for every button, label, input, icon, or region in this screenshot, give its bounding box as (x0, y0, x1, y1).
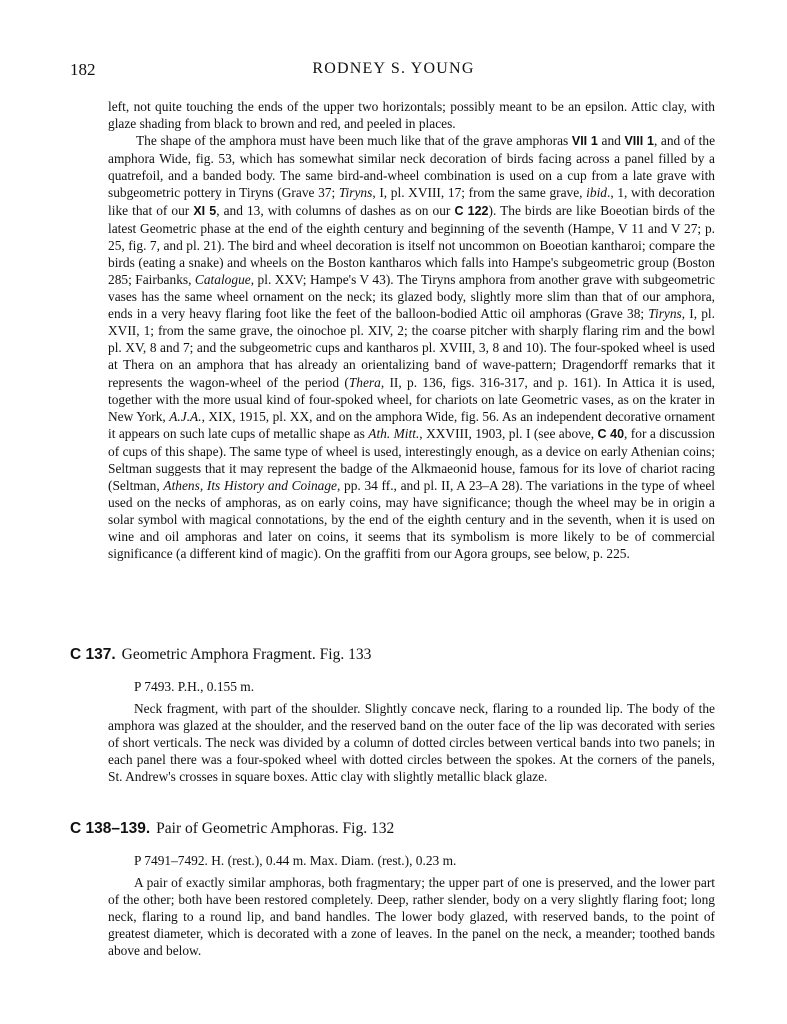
entry-number: C 137. (70, 646, 116, 663)
running-head: RODNEY S. YOUNG (312, 60, 475, 77)
entry-description (108, 874, 715, 959)
page-number: 182 (70, 60, 96, 79)
italic-citation: A.J.A. (169, 408, 202, 424)
italic-citation: Ath. Mitt. (368, 425, 420, 441)
entry-meta: P 7493. P.H., 0.155 m. (134, 679, 255, 694)
entry-title: Geometric Amphora Fragment. Fig. 133 (121, 646, 372, 663)
catalogue-ref: VII 1 (571, 134, 598, 149)
paragraph-shape-discussion: The shape of the amphora must have been much like that of the grave amphoras VII 1 and VIII 1, and of the amphora Wide, fig. 53, which has somewhat similar neck decoration of birds facing across a panel filled by a quatrefoil, and a banded body. The same bird-and-wheel combination is used on a cup from a late grave with subgeometric pottery in Tiryns (Grave 37; Tiryns, I, pl. XVIII, 17; from the same grave, ibid., 1, with decoration like that of our XI 5, and 13, with columns of dashes as on our C 122). The birds are like Boeotian birds of the latest Geometric phase at the end of the eighth century and beginning of the seventh (Hampe, V 11 and V 27; p. 25, fig. 7, and pl. 21). The bird and wheel decoration is itself not uncommon on Boeotian kantharoi; compare the birds (eating a snake) and wheels on the Boston kantharos which falls into Hampe's subgeometric group (Boston 285; Fairbanks, Catalogue, pl. XXV; Hampe's V 43). The Tiryns amphora from another grave with subgeometric vases has the same wheel ornament on the neck; its glazed body, slightly more slim than that of our amphora, ends in a very heavy flaring foot like the feet of the balloon-bodied Attic oil amphoras (Grave 38; Tiryns, I, pl. XVII, 1; from the same grave, the oinochoe pl. XIV, 2; the coarse pitcher with sharply flaring rim and the bowl pl. XV, 8 and 7; and the subgeometric cups and kantharos pl. XVIII, 3, 8 and 10). The four-spoked wheel is used at Thera on an amphora that has already an orientalizing band of wave-pattern; Dragendorff remarks that it represents the wagon-wheel of the period (Thera, II, p. 136, figs. 316-317, and p. 161). In Attica it is used, together with the more usual kind of four-spoked wheel, for chariots on late Geometric vases, as on the krater in New York, A.J.A., XIX, 1915, pl. XX, and on the amphora Wide, fig. 56. As an independent decorative ornament it appears on such late cups of metallic shape as Ath. Mitt., XXVIII, 1903, pl. I (see above, C 40, for a discussion of cups of this shape). The same type of wheel is used, interestingly enough, as a device on early Athenian coins; Seltman suggests that it may represent the badge of the Alkmaeonid house, famous for its love of chariot racing (Seltman, Athens, Its History and Coinage, pp. 34 ff., and pl. II, A 23–A 28). The variations in the type of wheel used on the necks of amphoras, as on early coins, may have significance; though the wheel may be in origin a solar symbol with magical connotations, by the end of the eighth century and in the seventh, when it is used on wine and oil amphoras and later on coins, it seems that its symbolism is more likely to be of commercial significance (a different kind of magic). On the graffiti from our Agora groups, see below, p. 225. (108, 133, 716, 562)
italic-citation: Thera (348, 374, 381, 390)
entry-number: C 138–139. (70, 820, 151, 837)
italic-citation: Athens, Its History and Coinage (163, 478, 337, 494)
catalogue-ref: VIII 1 (624, 134, 654, 149)
entry-meta: P 7491–7492. H. (rest.), 0.44 m. Max. Diam. (rest.), 0.23 m. (134, 853, 457, 868)
entry-heading (70, 820, 394, 838)
description-paragraph: A pair of exactly similar amphoras, both fragmentary; the upper part of one is preserved, and the lower part of the other; both have been restored completely. Deep, rather slender, body on a very slightly flaring foot; long neck, flaring to a round lip, and band handles. The lower body glazed, with reserved bands, to the point of greatest diameter, which is decorated with a zone of leaves. In the panel on the neck, a meander; toothed bands above and below. (108, 875, 715, 959)
intro-text (108, 98, 715, 563)
italic-citation: Catalogue (194, 271, 251, 287)
catalogue-ref: C 40 (597, 426, 625, 441)
entry-heading (70, 646, 371, 664)
catalogue-ref: C 122 (454, 203, 489, 218)
italic-citation: ibid (586, 185, 608, 201)
entry-description (108, 700, 715, 785)
italic-citation: Tiryns (648, 306, 682, 322)
description-paragraph: Neck fragment, with part of the shoulder. Slightly concave neck, flaring to a rounded lip. The body of the amphora was glazed at the shoulder, and the reserved band on the outer face of the lip was decorated with series of short verticals. The neck was divided by a column of dotted circles between vertical bands into two panels; in each panel there was a four-spoked wheel with dotted circles between the spokes. At the corners of the panels, St. Andrew's crosses in square boxes. Attic clay with slightly metallic black glaze. (108, 701, 715, 785)
page-header (70, 60, 717, 84)
entry-title: Pair of Geometric Amphoras. Fig. 132 (156, 820, 395, 837)
catalogue-ref: XI 5 (193, 203, 217, 218)
paragraph-continued: left, not quite touching the ends of the upper two horizontals; possibly meant to be an epsilon. Attic clay, with glaze shading from black to brown and red, and peeled in places. (108, 99, 715, 132)
italic-citation: Tiryns (338, 185, 373, 201)
